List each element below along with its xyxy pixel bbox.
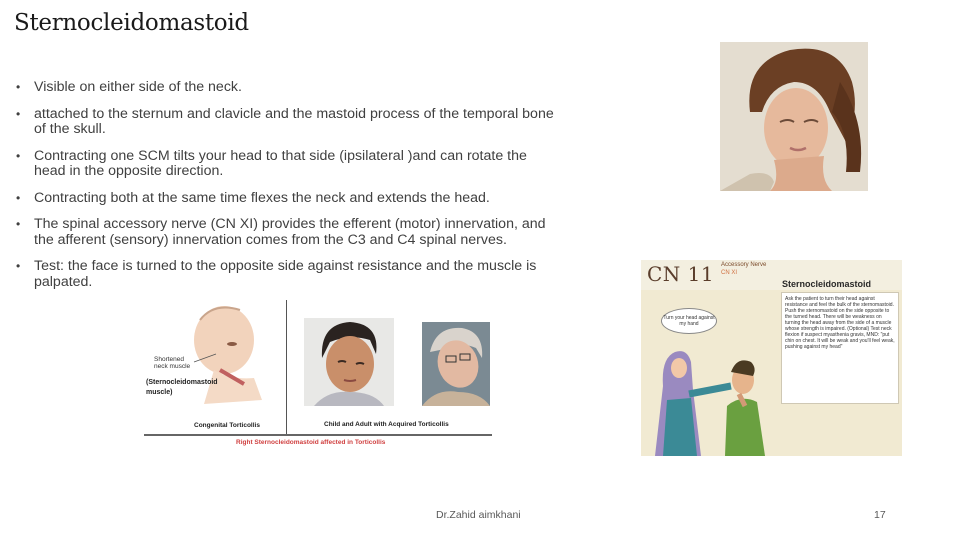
bullet-item: • The spinal accessory nerve (CN XI) provides the efferent (motor) innervation, and the afferent (sensory) innervation comes from the C3 and C4 spinal nerves. <box>16 217 556 248</box>
adult-photo <box>422 322 490 406</box>
torticollis-figure <box>144 300 494 448</box>
acquired-caption: Child and Adult with Acquired Torticollis <box>324 421 449 428</box>
congenital-caption: Congenital Torticollis <box>194 422 260 429</box>
speech-bubble: Turn your head against my hand <box>661 308 717 334</box>
cn11-illustration <box>641 260 902 456</box>
figure-caption: Right Sternocleidomastoid affected in Torticollis <box>236 439 386 446</box>
divider-vertical <box>286 300 287 435</box>
bullet-item: • Contracting one SCM tilts your head to that side (ipsilateral )and can rotate the head in the opposite direction. <box>16 149 556 180</box>
cn11-title: CN 11 <box>647 262 715 286</box>
bullet-item: • attached to the sternum and clavicle and the mastoid process of the temporal bone of the skull. <box>16 107 556 138</box>
divider-horizontal <box>144 434 492 436</box>
slide-title: Sternocleidomastoid <box>14 10 249 36</box>
cn11-instructions: Ask the patient to turn their head against resistance and feel the bulk of the sternomastoid. Push the sternomastoid on the side opposite to the turned head. There will be weakness on turning the head away from the side of a muscle whose strength is impaired. (Optional) Test neck flexion if suspect myasthenia gravis, MND: "put chin on chest. It will be weak and you'll feel weak, pushing against my head" <box>781 292 899 404</box>
cn11-muscle-title: Sternocleidomastoid <box>782 279 872 289</box>
bullet-item: • Visible on either side of the neck. <box>16 80 556 96</box>
page-number: 17 <box>874 509 886 521</box>
shortened-muscle-label: Shortened neck muscle <box>154 356 191 370</box>
bullet-item: • Contracting both at the same time flexes the neck and extends the head. <box>16 191 556 207</box>
woman-neck-photo <box>720 42 868 191</box>
bullet-item: • Test: the face is turned to the opposite side against resistance and the muscle is palpated. <box>16 259 556 290</box>
bullet-list <box>16 80 556 301</box>
cn11-subtitle2: CN XI <box>721 270 738 276</box>
child-photo <box>304 318 394 406</box>
scm-label: (Sternocleidomastoid muscle) <box>146 379 218 396</box>
cn11-subtitle: Accessory Nerve <box>721 262 767 268</box>
footer-author: Dr.Zahid aimkhani <box>436 509 521 521</box>
